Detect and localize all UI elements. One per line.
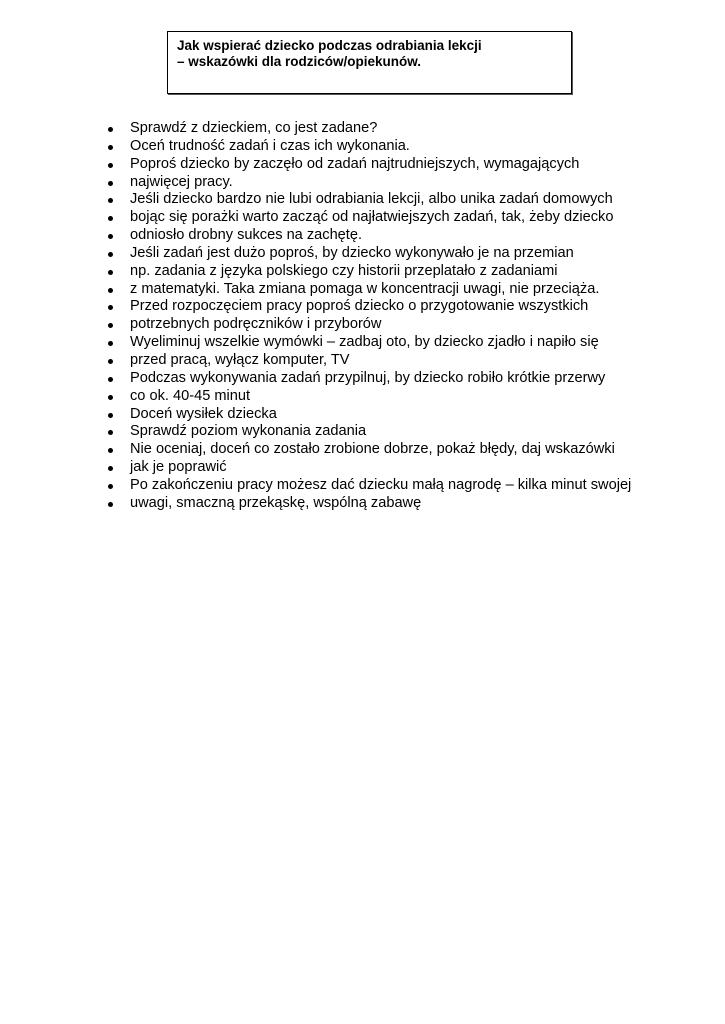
- bullet-icon: [108, 395, 113, 400]
- bullet-icon: [108, 234, 113, 239]
- title-box: [167, 31, 572, 94]
- list-item-text: Sprawdź poziom wykonania zadania: [130, 423, 367, 440]
- list-item-text: Nie oceniaj, doceń co zostało zrobione dobrze, pokaż błędy, daj wskazówki: [130, 441, 615, 458]
- bullet-icon: [108, 448, 113, 453]
- bullet-icon: [108, 181, 113, 186]
- list-item-text: odniosło drobny sukces na zachętę.: [130, 227, 363, 244]
- bullet-icon: [108, 359, 113, 364]
- list-item-text: Jeśli dziecko bardzo nie lubi odrabiania lekcji, albo unika zadań domowych: [130, 191, 613, 208]
- list-item-text: z matematyki. Taka zmiana pomaga w koncentracji uwagi, nie przeciąża.: [130, 280, 600, 297]
- bullet-icon: [108, 413, 113, 418]
- bullet-icon: [108, 163, 113, 168]
- bullet-icon: [108, 216, 113, 221]
- bullet-icon: [108, 127, 113, 132]
- list-item-text: Sprawdź z dzieckiem, co jest zadane?: [130, 120, 378, 136]
- list-item-text: bojąc się porażki warto zacząć od najłatwiejszych zadań, tak, żeby dziecko: [130, 209, 614, 226]
- list-item-text: przed pracą, wyłącz komputer, TV: [130, 351, 350, 368]
- list-item-text: Wyeliminuj wszelkie wymówki – zadbaj oto, by dziecko zjadło i napiło się: [130, 334, 599, 351]
- list-item-text: Przed rozpoczęciem pracy poproś dziecko o przygotowanie wszystkich: [130, 298, 589, 315]
- list-item-text: Doceń wysiłek dziecka: [130, 405, 277, 422]
- list-item-text: potrzebnych podręczników i przyborów: [130, 316, 382, 333]
- bullet-icon: [108, 305, 113, 310]
- list-item-text: najwięcej pracy.: [130, 173, 233, 190]
- list-item-text: jak je poprawić: [130, 459, 227, 476]
- list-item-text: co ok. 40-45 minut: [130, 387, 251, 404]
- list-item-text: np. zadania z języka polskiego czy historii przeplatało z zadaniami: [130, 262, 558, 279]
- list-item-text: Po zakończeniu pracy możesz dać dziecku małą nagrodę – kilka minut swojej: [130, 476, 632, 493]
- bullet-icon: [108, 377, 113, 382]
- bullet-icon: [108, 323, 113, 328]
- bullet-icon: [108, 502, 113, 507]
- bullet-icon: [108, 252, 113, 257]
- bullet-icon: [108, 466, 113, 471]
- bullet-icon: [108, 484, 113, 489]
- bullet-icon: [108, 430, 113, 435]
- document-title-line-2: – wskazówki dla rodziców/opiekunów.: [177, 54, 422, 69]
- list-item-text: Jeśli zadań jest dużo poproś, by dziecko wykonywało je na przemian: [130, 244, 574, 261]
- bullet-icon: [108, 145, 113, 150]
- bullet-icon: [108, 270, 113, 275]
- list-item-text: Oceń trudność zadań i czas ich wykonania.: [130, 137, 410, 154]
- bullet-icon: [108, 288, 113, 293]
- list-item-text: uwagi, smaczną przekąskę, wspólną zabawę: [130, 494, 422, 511]
- bullet-icon: [108, 198, 113, 203]
- list-item-text: Podczas wykonywania zadań przypilnuj, by dziecko robiło krótkie przerwy: [130, 369, 606, 386]
- bullet-icon: [108, 341, 113, 346]
- list-item-text: Poproś dziecko by zaczęło od zadań najtrudniejszych, wymagających: [130, 155, 580, 172]
- document-title-line-1: Jak wspierać dziecko podczas odrabiania lekcji: [177, 38, 482, 53]
